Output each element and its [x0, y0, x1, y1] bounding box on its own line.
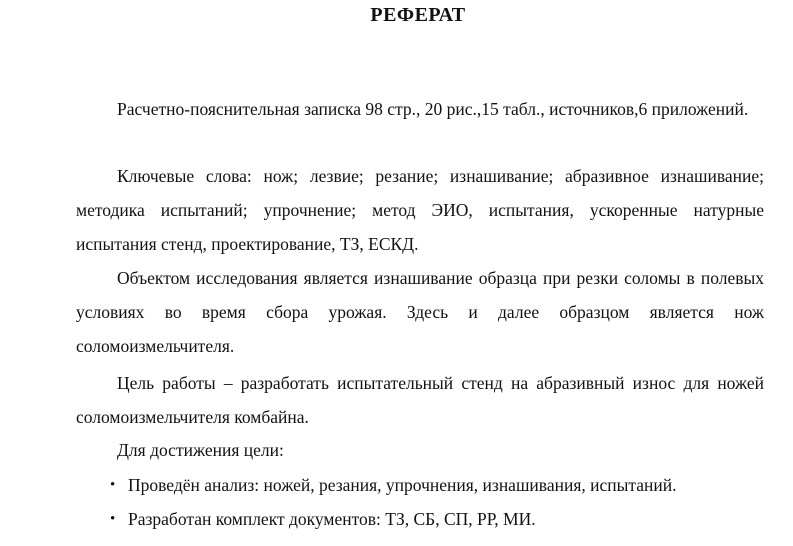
list-item — [0, 468, 793, 502]
list-item-text: Проведён анализ: ножей, резания, упрочнения, изнашивания, испытаний. — [128, 475, 677, 495]
bullet-icon: • — [110, 477, 116, 493]
bullet-icon: • — [110, 511, 116, 527]
list-item — [0, 502, 793, 536]
keywords-paragraph: Ключевые слова: нож; лезвие; резание; изнашивание; абразивное изнашивание; методика испытаний; упрочнение; метод ЭИО, испытания, ускоренные натурные испытания стенд, проектирование, ТЗ, ЕСКД. — [76, 166, 764, 254]
document-title: РЕФЕРАТ — [370, 4, 466, 26]
research-object-paragraph: Объектом исследования является изнашивание образца при резки соломы в полевых условиях во время сбора урожая. Здесь и далее образцом является нож соломоизмельчителя. — [76, 268, 764, 356]
list-item-text: Разработан комплект документов: ТЗ, СБ, СП, РР, МИ. — [128, 509, 536, 529]
tasks-list — [0, 468, 793, 536]
summary-paragraph: Расчетно-пояснительная записка 98 стр., 20 рис.,15 табл., источников,6 приложений. — [117, 99, 749, 119]
tasks-intro-paragraph: Для достижения цели: — [117, 440, 284, 460]
goal-paragraph: Цель работы – разработать испытательный стенд на абразивный износ для ножей соломоизмельчителя комбайна. — [76, 373, 764, 427]
